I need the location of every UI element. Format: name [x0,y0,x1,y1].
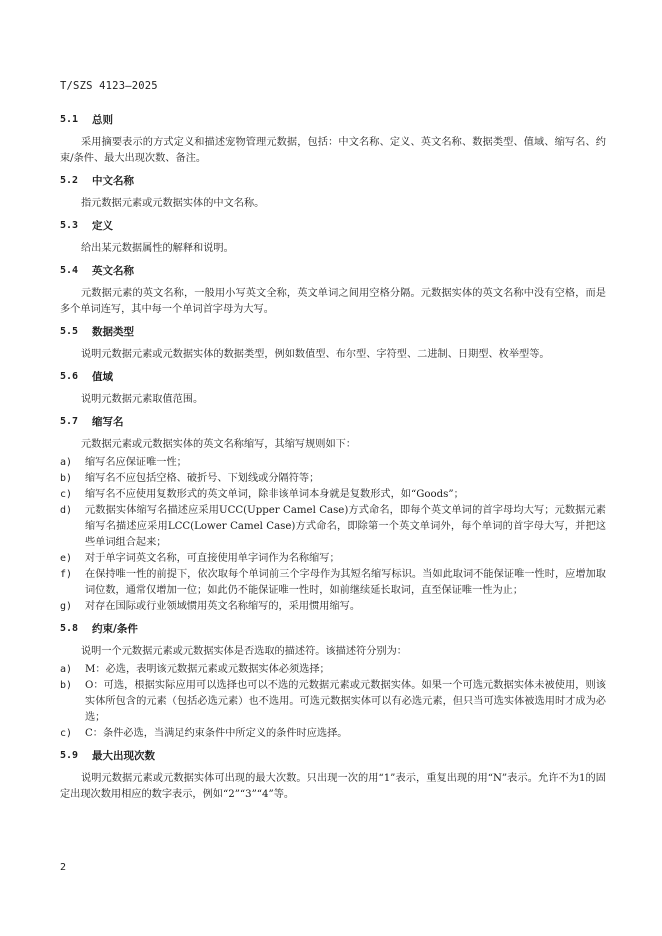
section-heading [60,218,606,234]
list-item-text: 缩写名不应包括空格、破折号、下划线或分隔符等； [85,473,320,484]
section-number: 5.1 [60,114,79,125]
list-item [60,503,606,551]
section-5-8 [60,621,606,742]
list-item [60,551,606,567]
list-marker: a) [60,457,73,468]
paragraph: 指元数据元素或元数据实体的中文名称。 [81,198,265,209]
list-item [60,599,606,615]
section-title: 缩写名 [92,416,124,428]
list-item-text: O：可选，根据实际应用可以选择也可以不选的元数据元素或元数据实体。如果一个可选元数据实体未被使用，则该实体所包含的元素（包括必选元素）也不选用。可选元数据实体可以有必选元素，但只当可选实体被选用时才成为必选； [85,680,606,723]
section-number: 5.2 [60,175,79,186]
list-item [60,662,606,678]
list-item-text: 缩写名应保证唯一性； [85,457,187,468]
document-body [60,106,606,805]
section-title: 最大出现次数 [92,750,155,762]
paragraph: 采用摘要表示的方式定义和描述宠物管理元数据，包括：中文名称、定义、英文名称、数据类型、值域、缩写名、约束/条件、最大出现次数、备注。 [60,137,606,164]
section-number: 5.3 [60,220,79,231]
section-title: 约束/条件 [92,623,138,635]
section-5-6 [60,369,606,408]
section-5-7 [60,414,606,615]
list-item [60,455,606,471]
section-number: 5.7 [60,416,79,427]
list-item-text: 元数据实体缩写名描述应采用UCC(Upper Camel Case)方式命名，即每个英文单词的首字母均大写；元数据元素缩写名描述应采用LCC(Lower Camel Case)方式命名，即除第一个英文单词外，每个单词的首字母大写，并把这些单词组合起来； [85,505,606,548]
section-heading [60,369,606,385]
list-item-text: 对存在国际或行业领域惯用英文名称缩写的，采用惯用缩写。 [85,601,361,612]
list-item-text: 对于单字词英文名称，可直接使用单字词作为名称缩写； [85,553,340,564]
section-heading [60,621,606,637]
item-list [60,662,606,742]
list-item [60,678,606,726]
paragraph: 说明一个元数据元素或元数据实体是否选取的描述符。该描述符分别为： [81,646,407,657]
section-number: 5.6 [60,371,79,382]
list-item-text: M：必选，表明该元数据元素或元数据实体必须选择； [85,664,330,675]
paragraph: 元数据元素或元数据实体的英文名称缩写，其缩写规则如下： [81,439,357,450]
list-item-text: C：条件必选，当满足约束条件中所定义的条件时应选择。 [85,728,348,739]
section-title: 中文名称 [92,175,134,187]
list-item [60,471,606,487]
paragraph: 说明元数据元素取值范围。 [81,394,204,405]
list-item-text: 在保持唯一性的前提下，依次取每个单词前三个字母作为其短名缩写标识。当如此取词不能保证唯一性时，应增加取词位数，通常仅增加一位；如此仍不能保证唯一性时，如前继续延长取词，直至保证唯一性为止； [85,569,606,596]
section-title: 数据类型 [92,326,134,338]
list-item [60,567,606,599]
list-marker: b) [60,473,73,484]
section-5-9 [60,748,606,803]
section-number: 5.4 [60,265,79,276]
section-5-3 [60,218,606,257]
list-item [60,487,606,503]
list-marker: a) [60,664,73,675]
section-5-1 [60,112,606,167]
section-number: 5.8 [60,623,79,634]
list-marker: c) [60,489,73,500]
section-5-5 [60,324,606,363]
section-heading [60,748,606,764]
section-heading [60,324,606,340]
section-title: 定义 [92,220,113,232]
section-title: 英文名称 [92,265,134,277]
list-item-text: 缩写名不应使用复数形式的英文单词，除非该单词本身就是复数形式，如“Goods”； [85,489,464,500]
page-number: 2 [60,862,67,873]
item-list [60,455,606,615]
list-marker: g) [60,601,73,612]
list-marker: c) [60,728,73,739]
section-title: 值域 [92,371,113,383]
list-item [60,726,606,742]
section-number: 5.9 [60,750,79,761]
section-heading [60,112,606,128]
section-5-2 [60,173,606,212]
section-number: 5.5 [60,326,79,337]
section-heading [60,263,606,279]
paragraph: 说明元数据元素或元数据实体可出现的最大次数。只出现一次的用“1”表示，重复出现的用“N”表示。允许不为1的固定出现次数用相应的数字表示，例如“2”“3”“4”等。 [60,773,606,800]
list-marker: f) [60,569,73,580]
section-heading [60,414,606,430]
list-marker: d) [60,505,73,516]
section-5-4 [60,263,606,318]
section-heading [60,173,606,189]
paragraph: 元数据元素的英文名称，一般用小写英文全称，英文单词之间用空格分隔。元数据实体的英文名称中没有空格，而是多个单词连写，其中每一个单词首字母为大写。 [60,288,606,315]
list-marker: b) [60,680,73,691]
standard-number-header: T/SZS 4123—2025 [60,80,158,92]
section-title: 总则 [92,114,113,126]
paragraph: 说明元数据元素或元数据实体的数据类型，例如数值型、布尔型、字符型、二进制、日期型、枚举型等。 [81,349,550,360]
list-marker: e) [60,553,73,564]
paragraph: 给出某元数据属性的解释和说明。 [81,243,234,254]
